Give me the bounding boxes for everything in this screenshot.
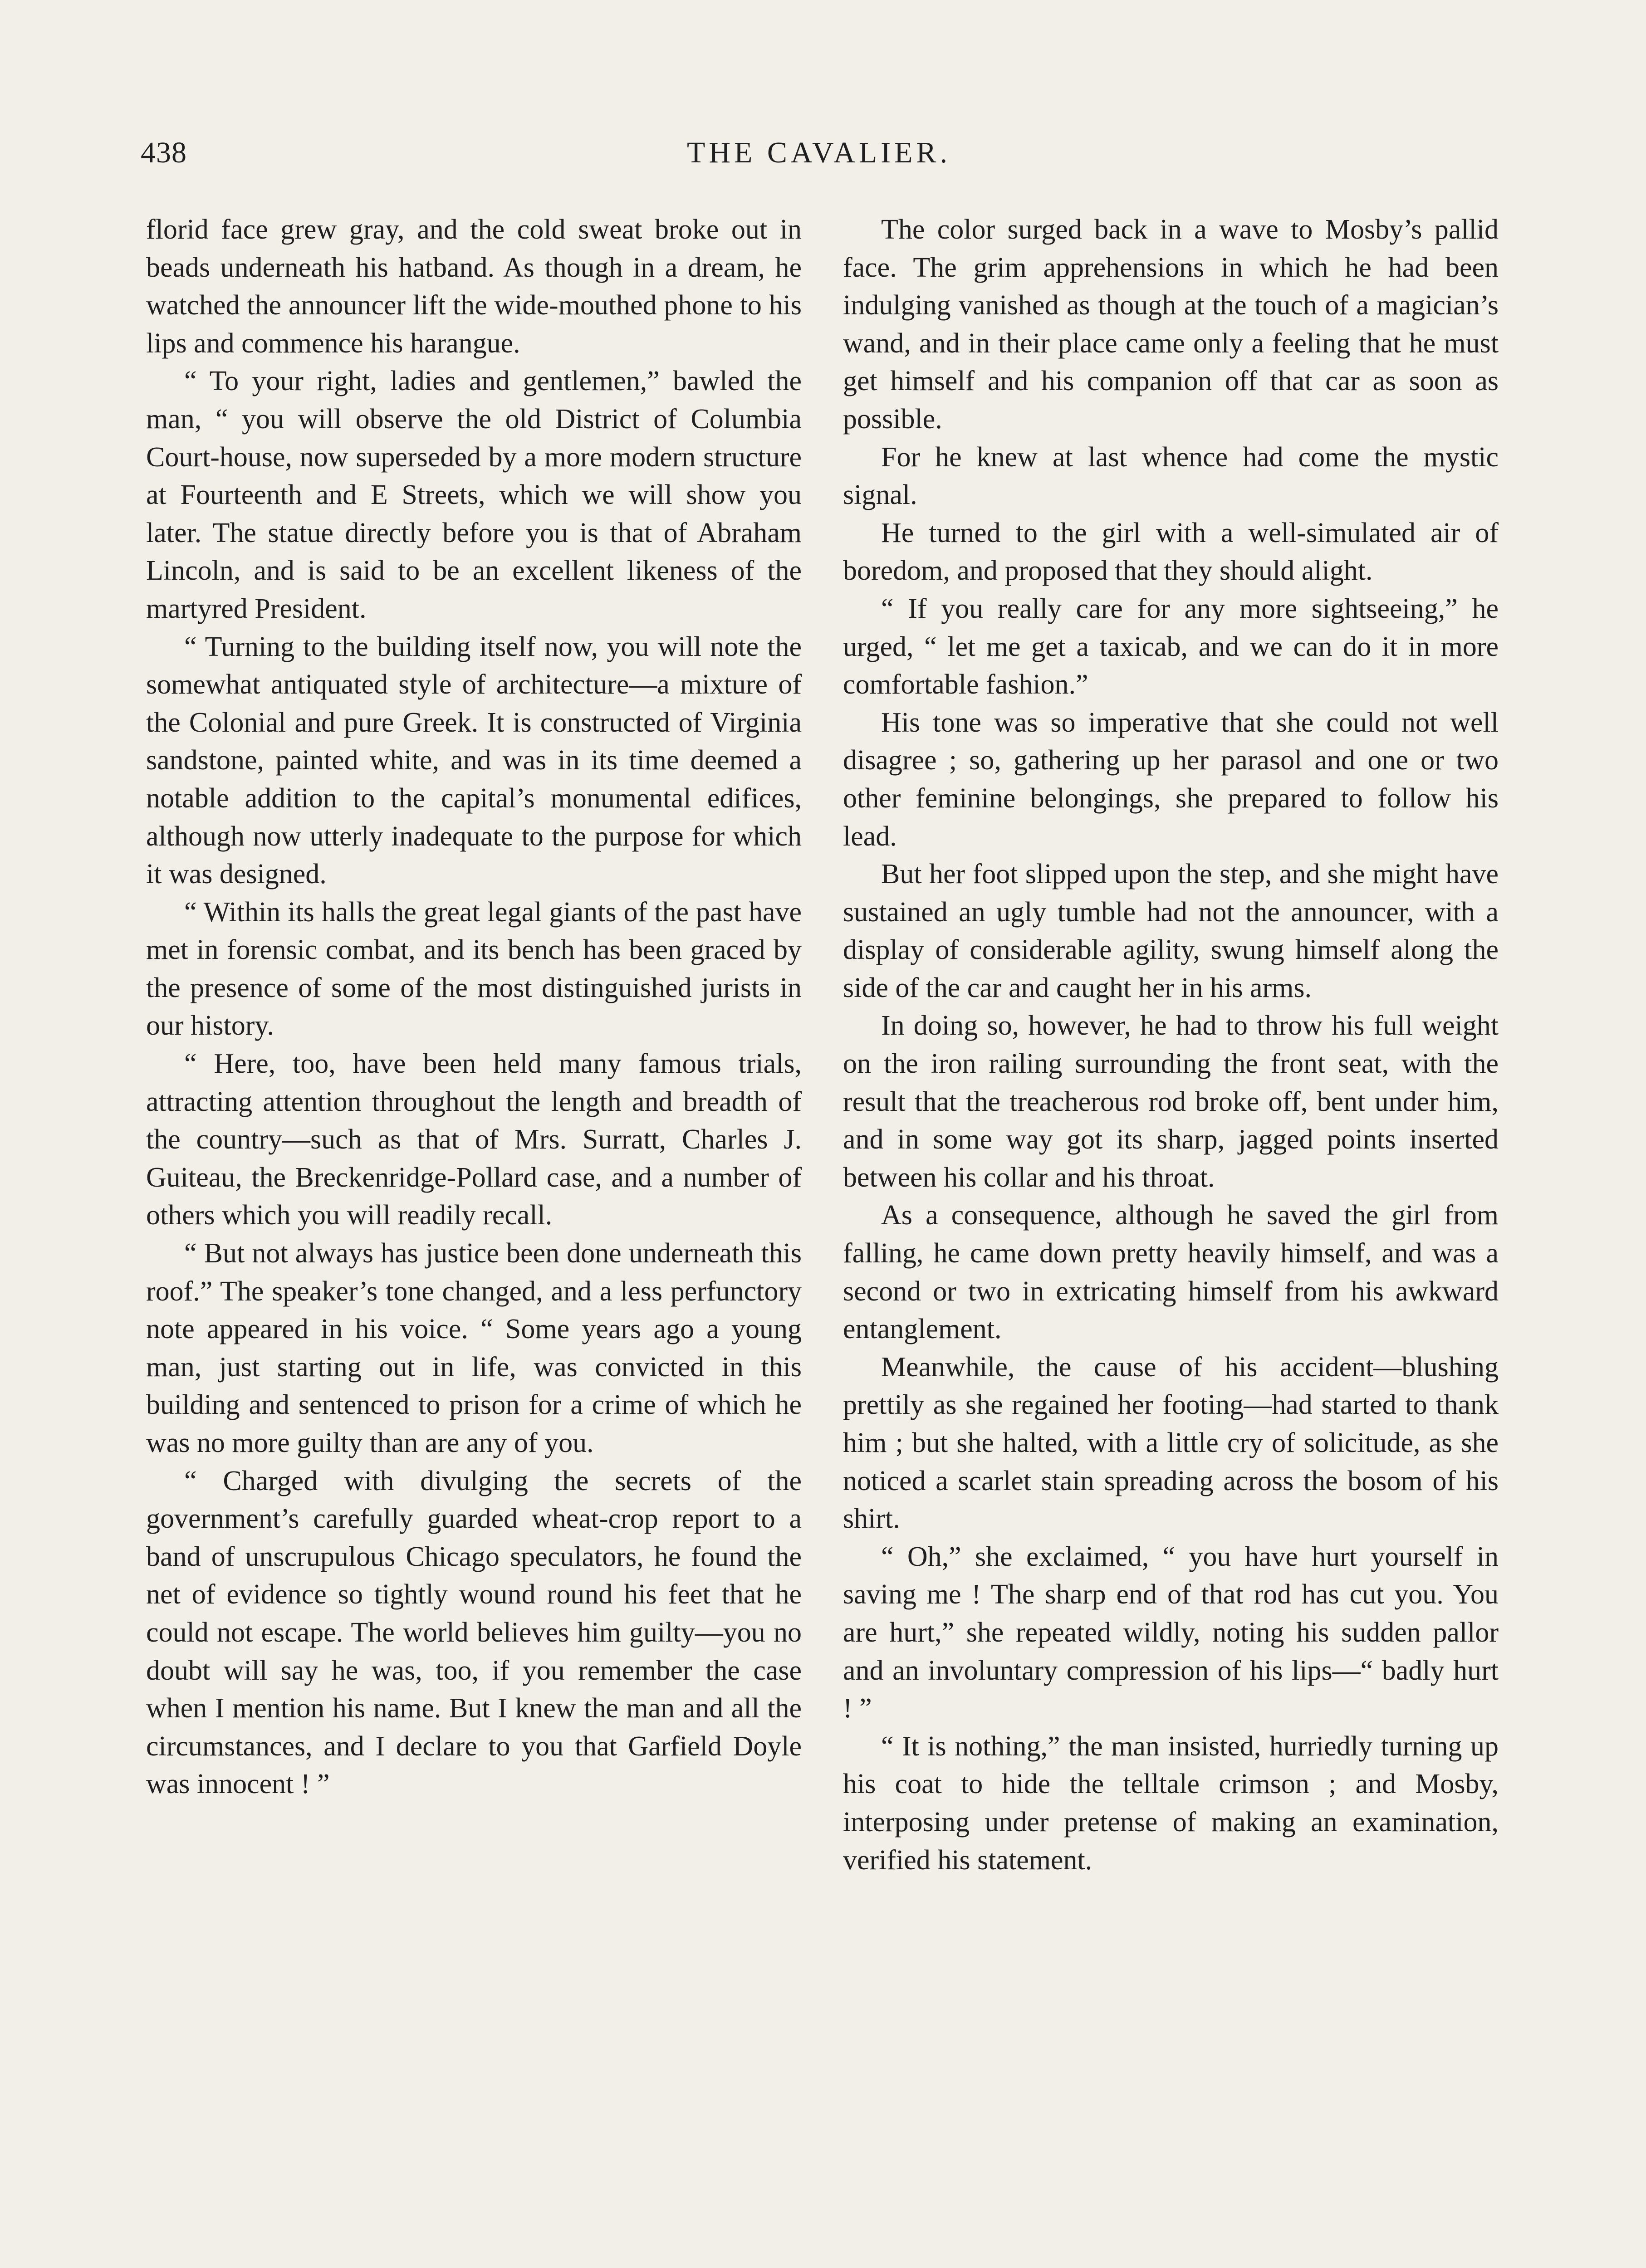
paragraph: “ Oh,” she exclaimed, “ you have hurt yourself in saving me ! The sharp end of that rod has cut you. You are hurt,” she repeated wildly, noting his sudden pallor and an involuntary compression of his lips—“ badly hurt ! ”: [843, 1541, 1499, 1724]
paragraph: “ If you really care for any more sightseeing,” he urged, “ let me get a taxicab, and we can do it in more comfortable fashion.”: [843, 593, 1499, 700]
paragraph: “ Charged with divulging the secrets of the government’s carefully guarded wheat-crop report to a band of unscrupulous Chicago speculators, he found the net of evidence so tightly wound round his feet that he could not escape. The world believes him guilty—you no doubt will say he was, too, if you remember the case when I mention his name. But I knew the man and all the circumstances, and I declare to you that Garfield Doyle was innocent ! ”: [146, 1465, 802, 1800]
page-number: 438: [141, 136, 187, 169]
left-text-column: [146, 211, 802, 2268]
paragraph: His tone was so imperative that she could not well disagree ; so, gathering up her parasol and one or two other feminine belongings, she prepared to follow his lead.: [843, 707, 1499, 852]
paragraph: “ It is nothing,” the man insisted, hurriedly turning up his coat to hide the telltale crimson ; and Mosby, interposing under pretense of making an examination, verified his statement.: [843, 1730, 1499, 1876]
paragraph: He turned to the girl with a well-simulated air of boredom, and proposed that they should alight.: [843, 517, 1499, 587]
paragraph: “ But not always has justice been done underneath this roof.” The speaker’s tone changed, and a less perfunctory note appeared in his voice. “ Some years ago a young man, just starting out in life, was convicted in this building and sentenced to prison for a crime of which he was no more guilty than are any of you.: [146, 1238, 802, 1458]
paragraph: For he knew at last whence had come the mystic signal.: [843, 441, 1499, 511]
running-title: THE CAVALIER.: [687, 136, 951, 169]
paragraph: The color surged back in a wave to Mosby’s pallid face. The grim apprehensions in which he had been indulging vanished as though at the touch of a magician’s wand, and in their place came only a feeling that he must get himself and his companion off that car as soon as possible.: [843, 214, 1499, 435]
paragraph: But her foot slipped upon the step, and she might have sustained an ugly tumble had not the announcer, with a display of considerable agility, swung himself along the side of the car and caught her in his arms.: [843, 859, 1499, 1003]
paragraph: “ To your right, ladies and gentlemen,” bawled the man, “ you will observe the old District of Columbia Court-house, now superseded by a more modern structure at Fourteenth and E Streets, which we will show you later. The statue directly before you is that of Abraham Lincoln, and is said to be an excellent likeness of the martyred President.: [146, 366, 802, 624]
paragraph: As a consequence, although he saved the girl from falling, he came down pretty heavily himself, and was a second or two in extricating himself from his awkward entanglement.: [843, 1200, 1499, 1345]
paragraph: “ Within its halls the great legal giants of the past have met in forensic combat, and its bench has been graced by the presence of some of the most distinguished jurists in our history.: [146, 896, 802, 1041]
paragraph: “ Turning to the building itself now, you will note the somewhat antiquated style of architecture—a mixture of the Colonial and pure Greek. It is constructed of Virginia sandstone, painted white, and was in its time deemed a notable addition to the capital’s monumental edifices, although now utterly inadequate to the purpose for which it was designed.: [146, 631, 802, 890]
right-text-column: [843, 211, 1499, 2268]
paragraph: Meanwhile, the cause of his accident—blushing prettily as she regained her footing—had started to thank him ; but she halted, with a little cry of solicitude, as she noticed a scarlet stain spreading across the bosom of his shirt.: [843, 1351, 1499, 1535]
page-header: [141, 128, 1497, 178]
paragraph: In doing so, however, he had to throw his full weight on the iron railing surrounding the front seat, with the result that the treacherous rod broke off, bent under him, and in some way got its sharp, jagged points inserted between his collar and his throat.: [843, 1010, 1499, 1193]
paragraph: florid face grew gray, and the cold sweat broke out in beads underneath his hatband. As though in a dream, he watched the announcer lift the wide-mouthed phone to his lips and commence his harangue.: [146, 214, 802, 359]
paragraph: “ Here, too, have been held many famous trials, attracting attention throughout the length and breadth of the country—such as that of Mrs. Surratt, Charles J. Guiteau, the Breckenridge-Pollard case, and a number of others which you will readily recall.: [146, 1048, 802, 1231]
